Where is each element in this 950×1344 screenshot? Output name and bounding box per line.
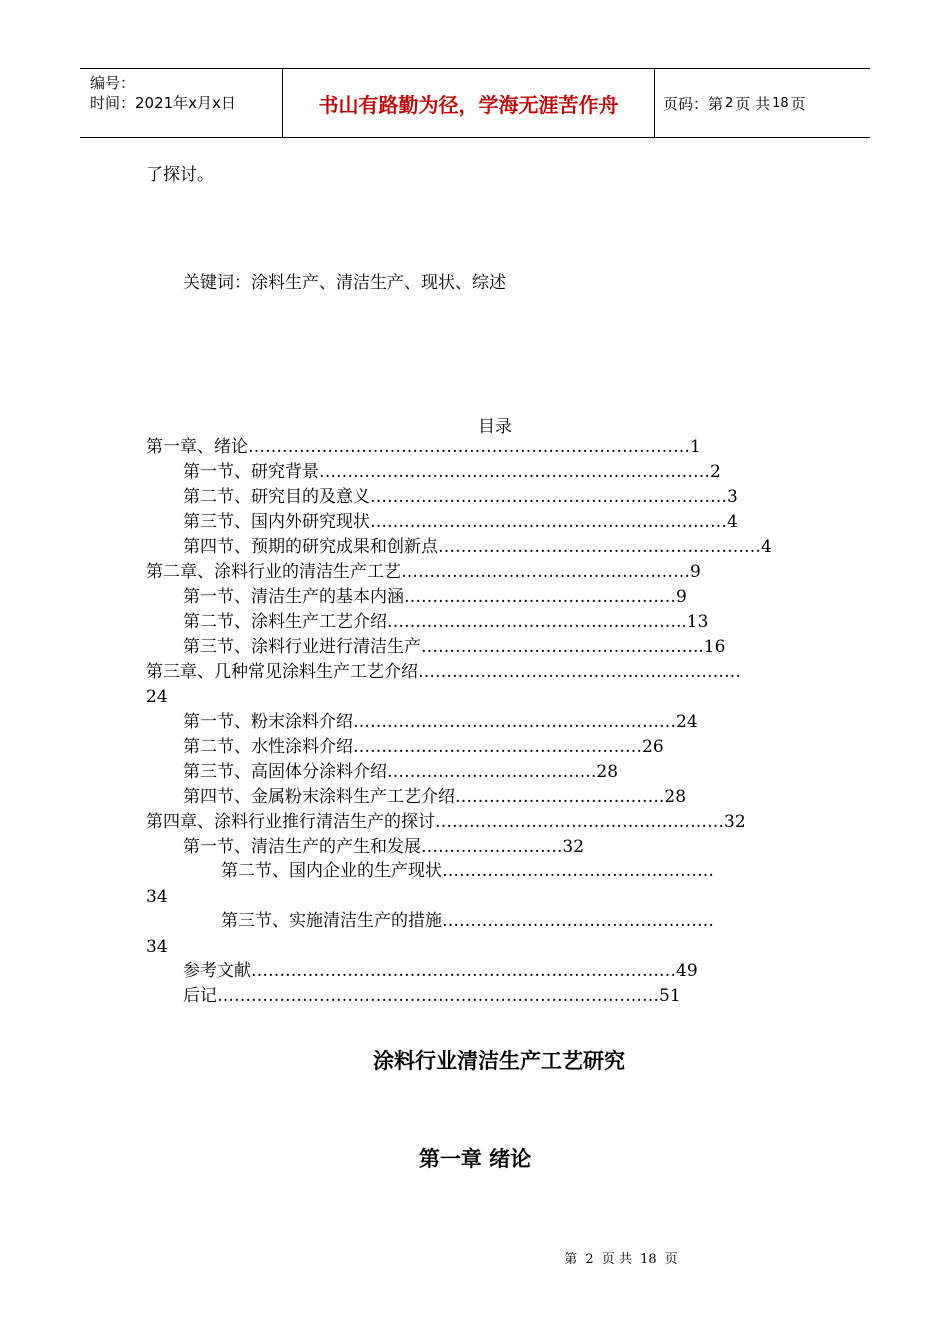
toc-entry-leader: ………………………………………… xyxy=(421,637,693,657)
toc-entry-wrap xyxy=(146,686,168,708)
toc-entry[interactable] xyxy=(183,836,584,858)
toc-entry-page: 51 xyxy=(659,986,681,1006)
toc-entry[interactable] xyxy=(183,786,686,808)
toc-entry-page: .28 xyxy=(591,762,619,782)
toc-entry-label: 第三节、实施清洁生产的措施 xyxy=(221,911,442,931)
header-number-label: 编号： xyxy=(90,74,136,92)
header-meta xyxy=(80,69,282,137)
toc-entry-page: .28 xyxy=(659,787,687,807)
toc-entry[interactable] xyxy=(146,811,746,833)
header-page-number: 2 xyxy=(725,95,734,111)
keywords-line: 关键词：涂料生产、清洁生产、现状、综述 xyxy=(183,273,506,293)
toc-entry-label: 参考文献 xyxy=(183,961,251,981)
toc-entry[interactable] xyxy=(146,436,701,458)
toc-entry[interactable] xyxy=(183,611,708,633)
toc-entry-page: 26 xyxy=(642,737,664,757)
toc-entry-leader: …………………………………………… xyxy=(353,737,642,757)
toc-entry-label: 后记 xyxy=(183,986,217,1006)
toc-entry-label: 第三章、几种常见涂料生产工艺介绍 xyxy=(146,662,418,682)
toc-entry[interactable] xyxy=(183,586,687,608)
toc-entry-page: 24 xyxy=(146,687,168,707)
header-page-suffix: 页 xyxy=(790,94,806,113)
toc-entry-leader: ………………………………………………………………… xyxy=(251,961,676,981)
toc-entry-leader: ………………………………………… xyxy=(442,861,714,881)
toc-entry-leader: ………………………………………… xyxy=(404,587,676,607)
toc-entry-page: 34 xyxy=(146,937,168,957)
toc-entry-label: 第二节、国内企业的生产现状 xyxy=(221,861,442,881)
toc-entry-page: 24 xyxy=(676,712,698,732)
toc-entry-label: 第四章、涂料行业推行清洁生产的探讨 xyxy=(146,812,435,832)
footer-suffix: 页 xyxy=(664,1252,678,1267)
toc-entry-page: 49 xyxy=(676,961,698,981)
toc-entry-label: 第二节、研究目的及意义 xyxy=(183,487,370,507)
toc-entry-label: 第二节、涂料生产工艺介绍 xyxy=(183,612,387,632)
chapter-heading: 第一章 绪论 xyxy=(418,1146,532,1171)
toc-entry-label: 第一节、清洁生产的基本内涵 xyxy=(183,587,404,607)
header-page-total: 18 xyxy=(772,95,789,111)
toc-entry-label: 第二节、水性涂料介绍 xyxy=(183,737,353,757)
footer-page-total: 18 xyxy=(640,1252,657,1267)
toc-entry[interactable] xyxy=(146,661,741,683)
toc-entry-page: 32 xyxy=(724,812,746,832)
toc-entry-leader: ……………………………………………………… xyxy=(370,512,727,532)
toc-entry-leader: ………………………………………………… xyxy=(353,712,676,732)
toc-entry-label: 第三节、涂料行业进行清洁生产 xyxy=(183,637,421,657)
header-page-info xyxy=(655,69,870,137)
toc-entry[interactable] xyxy=(183,985,681,1007)
toc-entry[interactable] xyxy=(183,486,738,508)
document-title: 涂料行业清洁生产工艺研究 xyxy=(373,1048,625,1073)
toc-entry[interactable] xyxy=(183,711,698,733)
toc-entry-leader: …………………………………………………………………… xyxy=(248,437,690,457)
header-time: 时间：2021年x月x日 xyxy=(90,94,236,112)
toc-entry-leader: …………………………………………… xyxy=(435,812,724,832)
toc-entry-label: 第一章、绪论 xyxy=(146,437,248,457)
toc-entry-page: 34 xyxy=(146,887,168,907)
toc-entry-leader: …………………………………………… xyxy=(401,562,690,582)
toc-entry[interactable] xyxy=(221,860,714,882)
toc-entry[interactable] xyxy=(183,536,772,558)
toc-entry[interactable] xyxy=(183,736,664,758)
footer-prefix: 第 xyxy=(564,1252,578,1267)
page-header xyxy=(80,68,870,138)
toc-entry-leader: …………………… xyxy=(421,837,557,857)
toc-entry-page: 4 xyxy=(727,512,738,532)
toc-entry-label: 第一节、研究背景 xyxy=(183,462,319,482)
toc-entry-page: 9 xyxy=(676,587,687,607)
toc-entry-label: 第三节、高固体分涂料介绍 xyxy=(183,762,387,782)
toc-entry-label: 第二章、涂料行业的清洁生产工艺 xyxy=(146,562,401,582)
toc-entry-label: 第四节、预期的研究成果和创新点 xyxy=(183,537,438,557)
toc-entry[interactable] xyxy=(221,910,714,932)
toc-entry-leader: …………………………………………… xyxy=(387,612,676,632)
toc-entry-label: 第一节、清洁生产的产生和发展 xyxy=(183,837,421,857)
toc-entry[interactable] xyxy=(183,461,721,483)
toc-entry-page: 2 xyxy=(710,462,721,482)
toc-entry[interactable] xyxy=(183,636,725,658)
toc-entry-label: 第三节、国内外研究现状 xyxy=(183,512,370,532)
header-page-mid: 页 共 xyxy=(735,94,771,113)
header-page-prefix: 页码：第 xyxy=(663,94,724,113)
toc-entry-leader: ………………………………………… xyxy=(442,911,714,931)
toc-entry-leader: …………………………………………………………………… xyxy=(217,986,659,1006)
toc-entry-leader: ……………………………… xyxy=(387,762,591,782)
page-footer xyxy=(0,1248,950,1267)
toc-entry-label: 第一节、粉末涂料介绍 xyxy=(183,712,353,732)
footer-page-number: 2 xyxy=(585,1252,594,1267)
footer-mid: 页 共 xyxy=(601,1252,632,1267)
toc-entry-page: .32 xyxy=(557,837,585,857)
toc-entry-label: 第四节、金属粉末涂料生产工艺介绍 xyxy=(183,787,455,807)
continuation-text: 了探讨。 xyxy=(146,165,214,185)
toc-entry[interactable] xyxy=(183,511,738,533)
toc-entry-leader: …………………………………………………………… xyxy=(319,462,710,482)
toc-title: 目录 xyxy=(478,417,512,437)
toc-entry-page: 1 xyxy=(690,437,701,457)
toc-entry-leader: ……………………………… xyxy=(455,787,659,807)
toc-entry-leader: ………………………………………………… xyxy=(438,537,761,557)
header-motto: 书山有路勤为径，学海无涯苦作舟 xyxy=(282,69,655,137)
toc-entry-page: ..16 xyxy=(693,637,726,657)
toc-entry[interactable] xyxy=(183,960,698,982)
toc-entry-wrap xyxy=(146,936,168,958)
toc-entry-wrap xyxy=(146,886,168,908)
toc-entry-leader: ………………………………………………… xyxy=(418,662,741,682)
toc-entry-page: ..13 xyxy=(676,612,709,632)
toc-entry-page: 4 xyxy=(761,537,772,557)
toc-entry[interactable] xyxy=(183,761,618,783)
toc-entry-page: 3 xyxy=(727,487,738,507)
toc-entry-page: 9 xyxy=(690,562,701,582)
toc-entry[interactable] xyxy=(146,561,701,583)
toc-entry-leader: ……………………………………………………… xyxy=(370,487,727,507)
